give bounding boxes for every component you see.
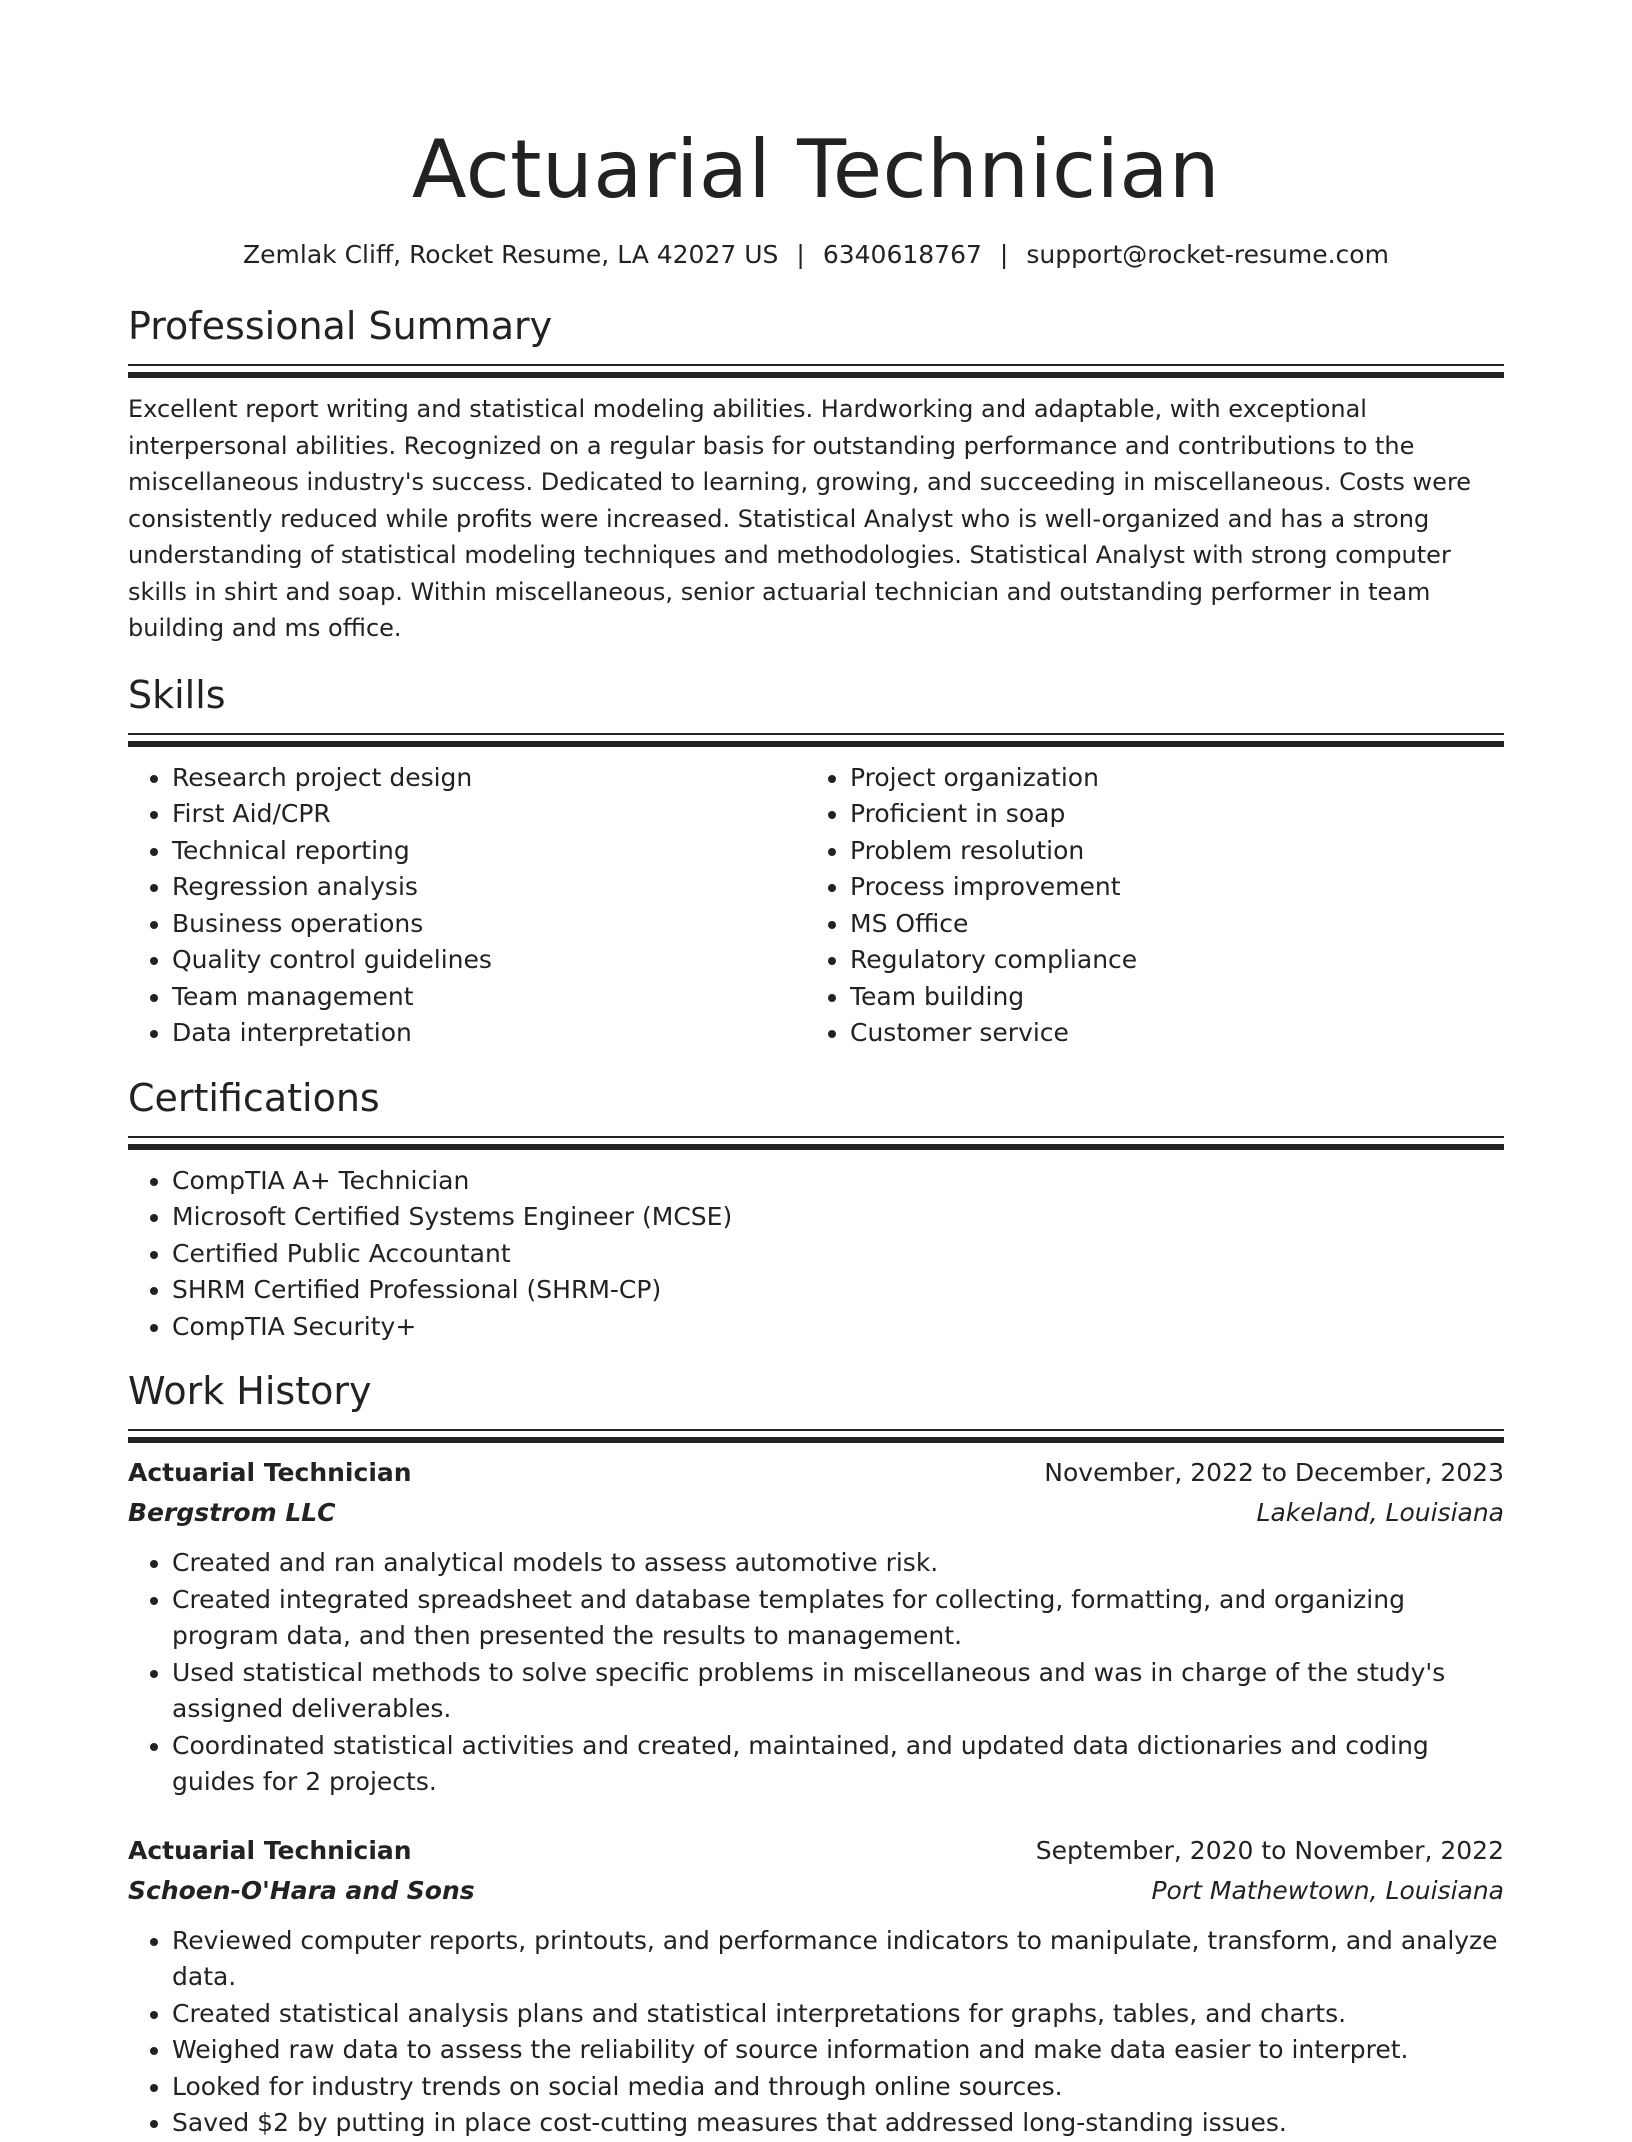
skill-item: • Regulatory compliance [850, 942, 1484, 979]
job-title: Actuarial Technician [128, 1835, 412, 1865]
skill-item: • Project organization [850, 760, 1484, 797]
certification-item: • CompTIA A+ Technician [172, 1163, 1504, 1200]
skills-list-right [806, 760, 1484, 1052]
section-divider [128, 1136, 1504, 1150]
job-title: Actuarial Technician [128, 1458, 412, 1487]
contact-email: support@rocket-resume.com [1026, 240, 1389, 269]
skill-item: • Process improvement [850, 869, 1484, 906]
contact-separator: | [999, 240, 1009, 269]
skill-item: • Customer service [850, 1015, 1484, 1052]
job-bullet: • Looked for industry trends on social media and through online sources. [172, 2069, 1504, 2106]
job-dates: November, 2022 to December, 2023 [1044, 1458, 1504, 1487]
job-company-row [128, 1493, 1504, 1533]
certification-item: • Microsoft Certified Systems Engineer (MCSE) [172, 1199, 1504, 1236]
certification-item: • Certified Public Accountant [172, 1236, 1504, 1273]
resume-page [128, 0, 1504, 2142]
job-header-row [128, 1453, 1504, 1493]
skills-grid [128, 760, 1504, 1052]
certifications-list [128, 1163, 1504, 1346]
contact-phone: 6340618767 [822, 240, 982, 269]
section-divider [128, 364, 1504, 378]
skill-item: • Data interpretation [172, 1015, 806, 1052]
skill-item: • Regression analysis [172, 869, 806, 906]
skill-item: • Proficient in soap [850, 796, 1484, 833]
skill-item: • Research project design [172, 760, 806, 797]
job-company: Bergstrom LLC [128, 1498, 336, 1527]
summary-section [128, 302, 1504, 647]
job-bullet: • Reviewed computer reports, printouts, and performance indicators to manipulate, transform, and analyze data. [172, 1923, 1504, 1996]
summary-text: Excellent report writing and statistical modeling abilities. Hardworking and adaptable, with exceptional interpersonal abilities. Recognized on a regular basis for outstanding performance and contributions to the miscellaneous industry's success. Dedicated to learning, growing, and succeeding in miscellaneous. Costs were consistently reduced while profits were increased. Statistical Analyst who is well-organized and has a strong understanding of statistical modeling techniques and methodologies. Statistical Analyst with strong computer skills in shirt and soap. Within miscellaneous, senior actuarial technician and outstanding performer in team building and ms office. [128, 395, 1472, 642]
job-entry [128, 1453, 1504, 1801]
job-bullet-list [128, 1545, 1504, 1801]
job-location: Port Mathewtown, Louisiana [1151, 1875, 1504, 1905]
section-title-skills: Skills [128, 672, 226, 717]
job-bullet: • Used statistical methods to solve specific problems in miscellaneous and was in charge of the study's assigned deliverables. [172, 1655, 1504, 1728]
section-title-certifications: Certifications [128, 1075, 380, 1120]
job-location: Lakeland, Louisiana [1256, 1498, 1504, 1527]
job-bullet: • Created statistical analysis plans and statistical interpretations for graphs, tables, and charts. [172, 1996, 1504, 2033]
skill-item: • Quality control guidelines [172, 942, 806, 979]
section-divider [128, 1429, 1504, 1443]
section-divider [128, 733, 1504, 747]
work-history-section [128, 1367, 1504, 2142]
job-header-row [128, 1831, 1504, 1871]
contact-line [128, 238, 1504, 272]
skill-item: • Problem resolution [850, 833, 1484, 870]
job-company: Schoen-O'Hara and Sons [128, 1875, 475, 1905]
skill-item: • MS Office [850, 906, 1484, 943]
skill-item: • Technical reporting [172, 833, 806, 870]
job-bullet: • Created and ran analytical models to assess automotive risk. [172, 1545, 1504, 1582]
skill-item: • Team management [172, 979, 806, 1016]
contact-separator: | [796, 240, 805, 269]
skills-list-left [128, 760, 806, 1052]
job-bullet: • Coordinated statistical activities and created, maintained, and updated data dictionaries and coding guides for 2 projects. [172, 1728, 1504, 1801]
job-bullet: • Created integrated spreadsheet and database templates for collecting, formatting, and organizing program data, and then presented the results to management. [172, 1582, 1504, 1655]
skills-section [128, 671, 1504, 1052]
job-dates: September, 2020 to November, 2022 [1035, 1835, 1504, 1865]
contact-address: Zemlak Cliff, Rocket Resume, LA 42027 US [243, 240, 779, 269]
resume-name-heading: Actuarial Technician [411, 123, 1221, 216]
job-company-row [128, 1871, 1504, 1911]
skill-item: • First Aid/CPR [172, 796, 806, 833]
section-title-work-history: Work History [128, 1369, 372, 1413]
section-title-summary: Professional Summary [128, 304, 553, 348]
certifications-section [128, 1074, 1504, 1346]
certification-item: • SHRM Certified Professional (SHRM-CP) [172, 1272, 1504, 1309]
job-bullet: • Saved $2 by putting in place cost-cutting measures that addressed long-standing issues. [172, 2105, 1504, 2142]
skill-item: • Team building [850, 979, 1484, 1016]
job-entry [128, 1831, 1504, 2142]
skill-item: • Business operations [172, 906, 806, 943]
certification-item: • CompTIA Security+ [172, 1309, 1504, 1346]
job-bullet-list [128, 1923, 1504, 2142]
job-bullet: • Weighed raw data to assess the reliability of source information and make data easier to interpret. [172, 2032, 1504, 2069]
